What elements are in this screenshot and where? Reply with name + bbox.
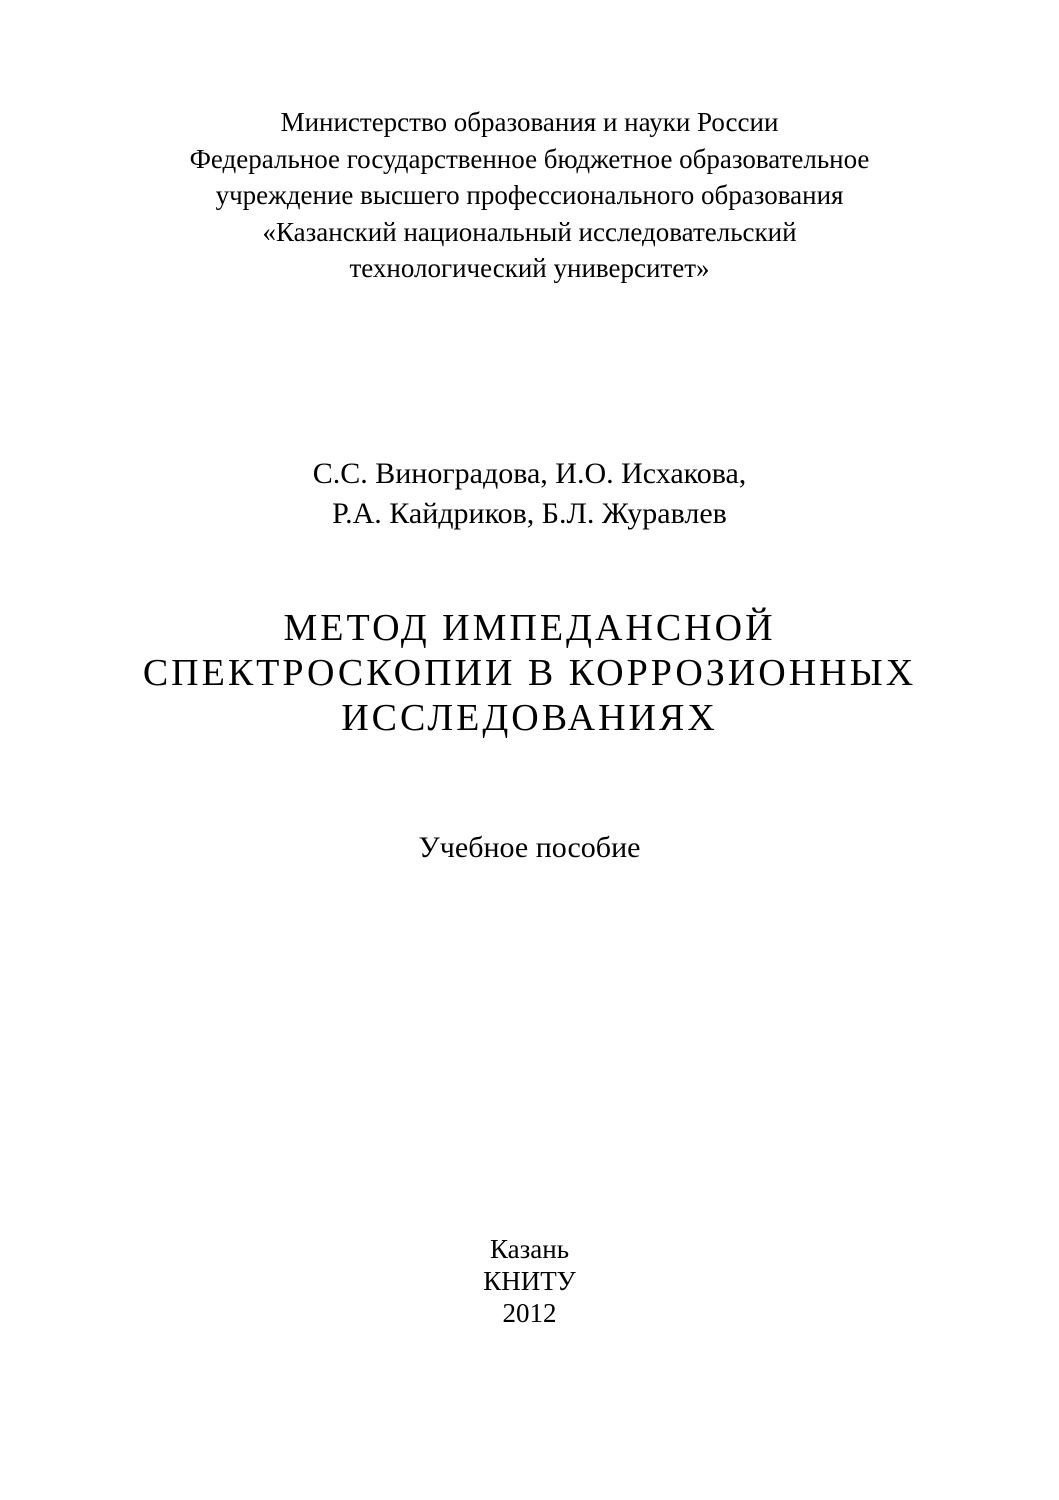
- ministry-line: Министерство образования и науки России: [280, 107, 779, 137]
- university-name-line-2: технологический университет»: [349, 253, 710, 283]
- imprint-publisher: КНИТУ: [483, 1266, 576, 1296]
- authors-line-2: Р.А. Кайдриков, Б.Л. Журавлев: [332, 497, 727, 530]
- imprint: [0, 1233, 1059, 1329]
- institution-type-line: Федеральное государственное бюджетное образовательное: [189, 143, 870, 174]
- publication-type: Учебное пособие: [418, 831, 641, 864]
- authors-line-1: С.С. Виноградова, И.О. Исхакова,: [312, 457, 747, 490]
- book-title: [0, 606, 1059, 741]
- book-subtitle: [0, 828, 1059, 868]
- book-title-line-3: ИССЛЕДОВАНИЯХ: [341, 697, 718, 739]
- book-title-line-2: СПЕКТРОСКОПИИ В КОРРОЗИОННЫХ: [142, 652, 917, 694]
- institution-type-line-2: учреждение высшего профессионального образования: [215, 180, 844, 210]
- university-name-line: «Казанский национальный исследовательский: [262, 216, 797, 247]
- institution-header: [0, 104, 1059, 287]
- authors: [0, 454, 1059, 534]
- book-title-line-1: МЕТОД ИМПЕДАНСНОЙ: [283, 607, 776, 649]
- imprint-city: Казань: [489, 1234, 570, 1264]
- imprint-year: 2012: [502, 1298, 557, 1328]
